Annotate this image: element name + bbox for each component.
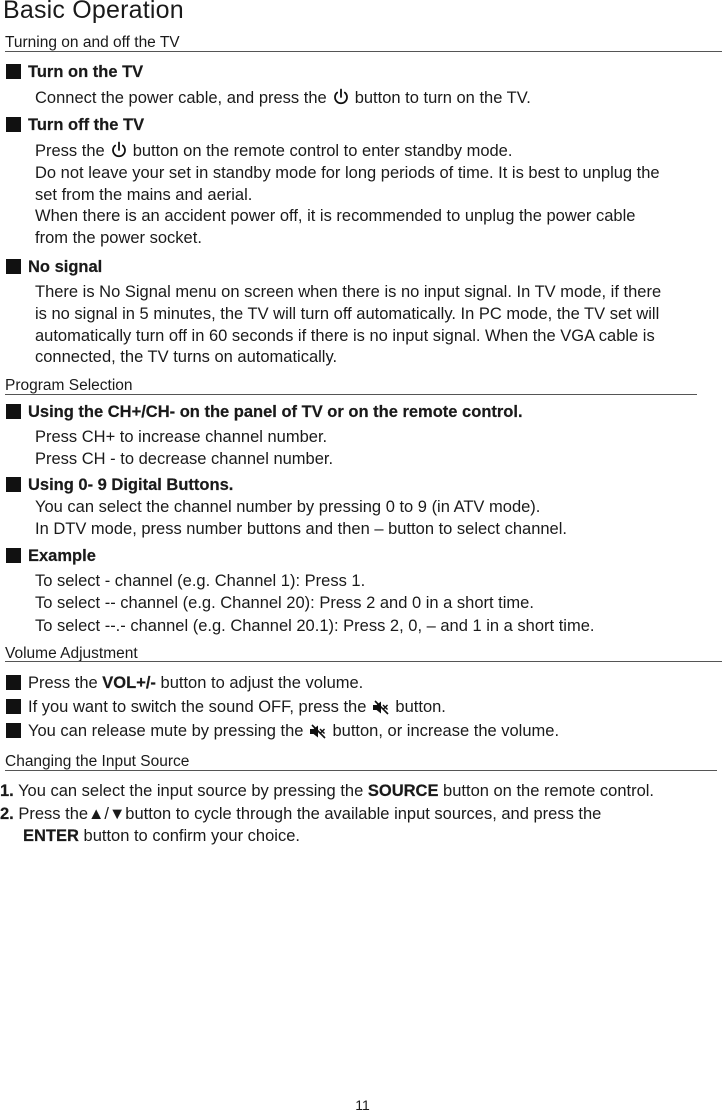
mute-icon <box>309 724 326 744</box>
turn-off-text-1: Press the button on the remote control to enter standby mode. <box>35 141 512 164</box>
bullet-square-icon <box>6 259 21 274</box>
power-icon <box>333 88 349 111</box>
bullet-square-icon <box>6 548 21 563</box>
section-rule <box>5 661 722 662</box>
bullet-square-icon <box>6 675 21 690</box>
example-text-1: To select - channel (e.g. Channel 1): Press 1. <box>35 572 366 590</box>
bullet-square-icon <box>6 404 21 419</box>
section-header-program: Program Selection <box>5 377 133 394</box>
section-rule <box>5 51 722 52</box>
section-header-input: Changing the Input Source <box>5 753 190 770</box>
section-rule <box>5 770 717 771</box>
heading-no-signal: No signal <box>6 258 102 277</box>
input-step-2-cont: ENTER button to confirm your choice. <box>23 827 300 845</box>
heading-example: Example <box>6 547 96 566</box>
section-header-volume: Volume Adjustment <box>5 645 138 662</box>
no-signal-text-4: connected, the TV turns on automatically. <box>35 348 338 366</box>
input-step-1: 1. You can select the input source by pressing the SOURCE button on the remote control. <box>0 782 655 800</box>
mute-icon <box>372 700 389 720</box>
bullet-square-icon <box>6 64 21 79</box>
turn-off-text-4: When there is an accident power off, it is recommended to unplug the power cable <box>35 207 636 225</box>
bullet-square-icon <box>6 477 21 492</box>
heading-turn-on: Turn on the TV <box>6 63 143 82</box>
no-signal-text-1: There is No Signal menu on screen when there is no input signal. In TV mode, if there <box>35 283 662 301</box>
heading-turn-off: Turn off the TV <box>6 116 144 135</box>
bullet-square-icon <box>6 699 21 714</box>
turn-off-text-2: Do not leave your set in standby mode for long periods of time. It is best to unplug the <box>35 164 660 182</box>
digital-text-1: You can select the channel number by pressing 0 to 9 (in ATV mode). <box>35 498 541 516</box>
no-signal-text-2: is no signal in 5 minutes, the TV will turn off automatically. In PC mode, the TV set will <box>35 305 660 323</box>
turn-off-text-3: set from the mains and aerial. <box>35 186 253 204</box>
heading-digital-buttons: Using 0- 9 Digital Buttons. <box>6 476 233 495</box>
example-text-2: To select -- channel (e.g. Channel 20): Press 2 and 0 in a short time. <box>35 594 534 612</box>
turn-off-text-5: from the power socket. <box>35 229 202 247</box>
volume-item-1: Press the VOL+/- button to adjust the volume. <box>6 674 363 693</box>
section-rule <box>5 394 697 395</box>
heading-ch-keys: Using the CH+/CH- on the panel of TV or on the remote control. <box>6 403 523 422</box>
digital-text-2: In DTV mode, press number buttons and then – button to select channel. <box>35 520 567 538</box>
example-text-3: To select --.- channel (e.g. Channel 20.1): Press 2, 0, – and 1 in a short time. <box>35 617 595 635</box>
page-number: 11 <box>355 1097 370 1113</box>
section-header-turning: Turning on and off the TV <box>5 34 180 51</box>
bullet-square-icon <box>6 117 21 132</box>
ch-keys-text-1: Press CH+ to increase channel number. <box>35 428 328 446</box>
volume-item-2: If you want to switch the sound OFF, press the button. <box>6 698 446 720</box>
no-signal-text-3: automatically turn off in 60 seconds if there is no input signal. When the VGA cable is <box>35 327 655 345</box>
page-title: Basic Operation <box>3 0 184 24</box>
ch-keys-text-2: Press CH - to decrease channel number. <box>35 450 334 468</box>
bullet-square-icon <box>6 723 21 738</box>
input-step-2: 2. Press the▲/▼button to cycle through the available input sources, and press the <box>0 805 602 823</box>
power-icon <box>111 141 127 164</box>
volume-item-3: You can release mute by pressing the button, or increase the volume. <box>6 722 559 744</box>
turn-on-text: Connect the power cable, and press the button to turn on the TV. <box>35 88 531 111</box>
